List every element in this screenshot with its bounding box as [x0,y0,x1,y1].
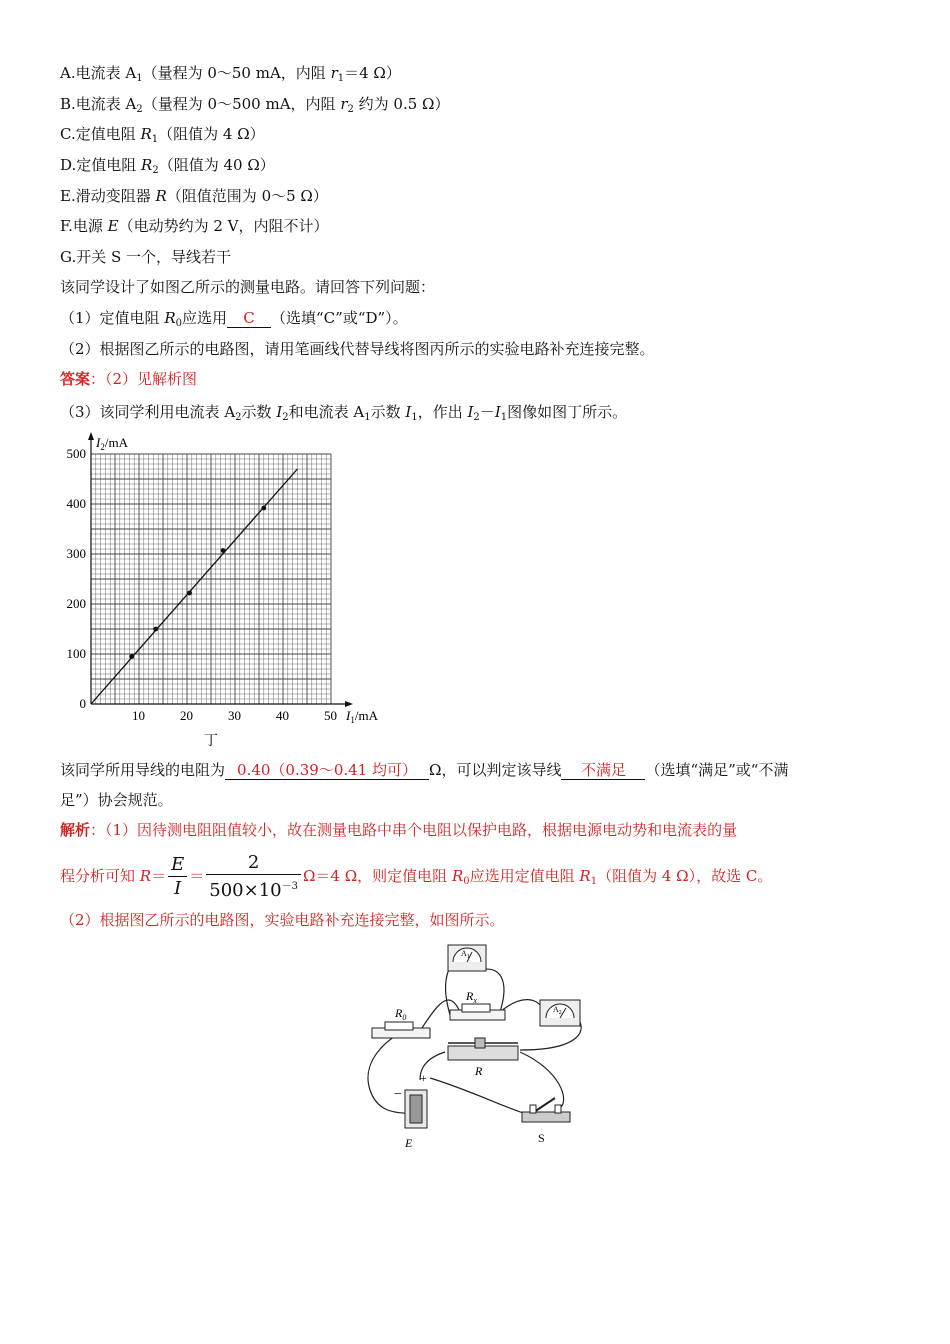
x-axis-label: $I_1/mA$ [346,708,378,725]
data-point [187,591,192,596]
battery-label: E [405,1136,413,1150]
option-e: E.滑动变阻器 R（阻值范围为 0～5 Ω） [60,187,328,205]
option-g: G.开关 S 一个，导线若干 [60,248,232,266]
option-c: C.定值电阻 $R_1$（阻值为 4 Ω） [60,125,265,145]
option-d: D.定值电阻 $R_2$（阻值为 40 Ω） [60,156,275,176]
fraction-e-over-i: $\frac{E}{I}$ [168,854,187,901]
rx-label: $R_x$ [466,989,477,1005]
x-tick-label: 20 [180,708,193,723]
x-tick-label: 40 [276,708,289,723]
switch-s [522,1098,570,1122]
answer-blank-resistance: 0.40（0.39～0.41 均可） [225,761,429,780]
option-a: A.电流表 $A_1$（量程为 0～50 mA，内阻 $r_1=4$ Ω） [60,64,401,84]
analysis-line-2: 程分析可知 R＝ $\frac{E}{I}$ ＝ $\frac{2}{500\times 10^{-3}}$ Ω＝4 Ω，则定值电阻 $R_0$应选用定值电阻 $R_1$（阻值为 4 Ω），故选 C。 [60,851,773,901]
result-line-2: 足”）协会规范。 [60,791,173,809]
y-axis-label: $I_2/mA$ [96,435,128,452]
y-tick-label: 0 [79,696,86,711]
data-point [153,627,158,632]
battery-minus: − [394,1087,402,1102]
result-line-1: 该同学所用导线的电阻为 0.40（0.39～0.41 均可） Ω，可以判定该导线 不满足 （选填“满足”或“不满 [60,761,789,779]
data-point [129,654,134,659]
fraction-value: $\frac{2}{500\times 10^{-3}}$ [206,852,301,903]
graph-caption: 丁 [204,733,218,749]
rheostat-r [448,1038,518,1060]
x-axis-arrow [345,701,353,707]
a2-label: $A_2$ [553,1005,562,1016]
r0-label: $R_0$ [395,1006,407,1022]
data-point [221,548,226,553]
circuit-diagram [350,940,590,1155]
battery-plus: + [420,1071,427,1085]
option-f: F.电源 E（电动势约为 2 V，内阻不计） [60,217,329,235]
y-tick-label: 400 [66,496,86,511]
analysis-line-3: （2）根据图乙所示的电路图，实验电路补充连接完整，如图所示。 [60,911,505,929]
question-3: （3）该同学利用电流表 $A_2$示数 $I_2$和电流表 $A_1$示数 $I_1$，作出 $I_2-I_1$图像如图丁所示。 [60,403,628,423]
a1-label: $A_1$ [461,949,470,960]
data-point [261,506,266,511]
question-2: （2）根据图乙所示的电路图，请用笔画线代替导线将图丙所示的实验电路补充连接完整。 [60,340,655,358]
switch-label: S [538,1131,545,1145]
y-tick-label: 200 [66,596,86,611]
option-b: B.电流表 $A_2$（量程为 0～500 mA，内阻 $r_2$ 约为 0.5 Ω） [60,95,450,115]
intro-text: 该同学设计了如图乙所示的测量电路。请回答下列问题： [60,278,436,296]
y-tick-label: 100 [66,646,86,661]
answer-blank-1: C [227,309,271,328]
question-1: （1）定值电阻 $R_0$应选用 C （选填“C”或“D”）。 [60,309,408,329]
answer-blank-standard: 不满足 [561,761,645,780]
y-tick-label: 500 [66,446,86,461]
resistor-rx [450,1004,505,1020]
graph-grid [91,454,331,704]
y-tick-label: 300 [66,546,86,561]
x-tick-label: 10 [132,708,145,723]
analysis-line-1: 解析：（1）因待测电阻阻值较小，故在测量电路中串个电阻以保护电路，根据电源电动势和电流表的量 [60,821,738,839]
i2-i1-graph [56,430,396,750]
resistor-r0 [372,1022,430,1038]
answer-line: 答案：（2）见解析图 [60,370,198,388]
graph-tick-labels [67,446,338,723]
battery-e [405,1090,427,1128]
x-tick-label: 30 [228,708,241,723]
y-axis-arrow [88,432,94,440]
rheostat-label: R [475,1064,483,1078]
x-tick-label: 50 [324,708,337,723]
